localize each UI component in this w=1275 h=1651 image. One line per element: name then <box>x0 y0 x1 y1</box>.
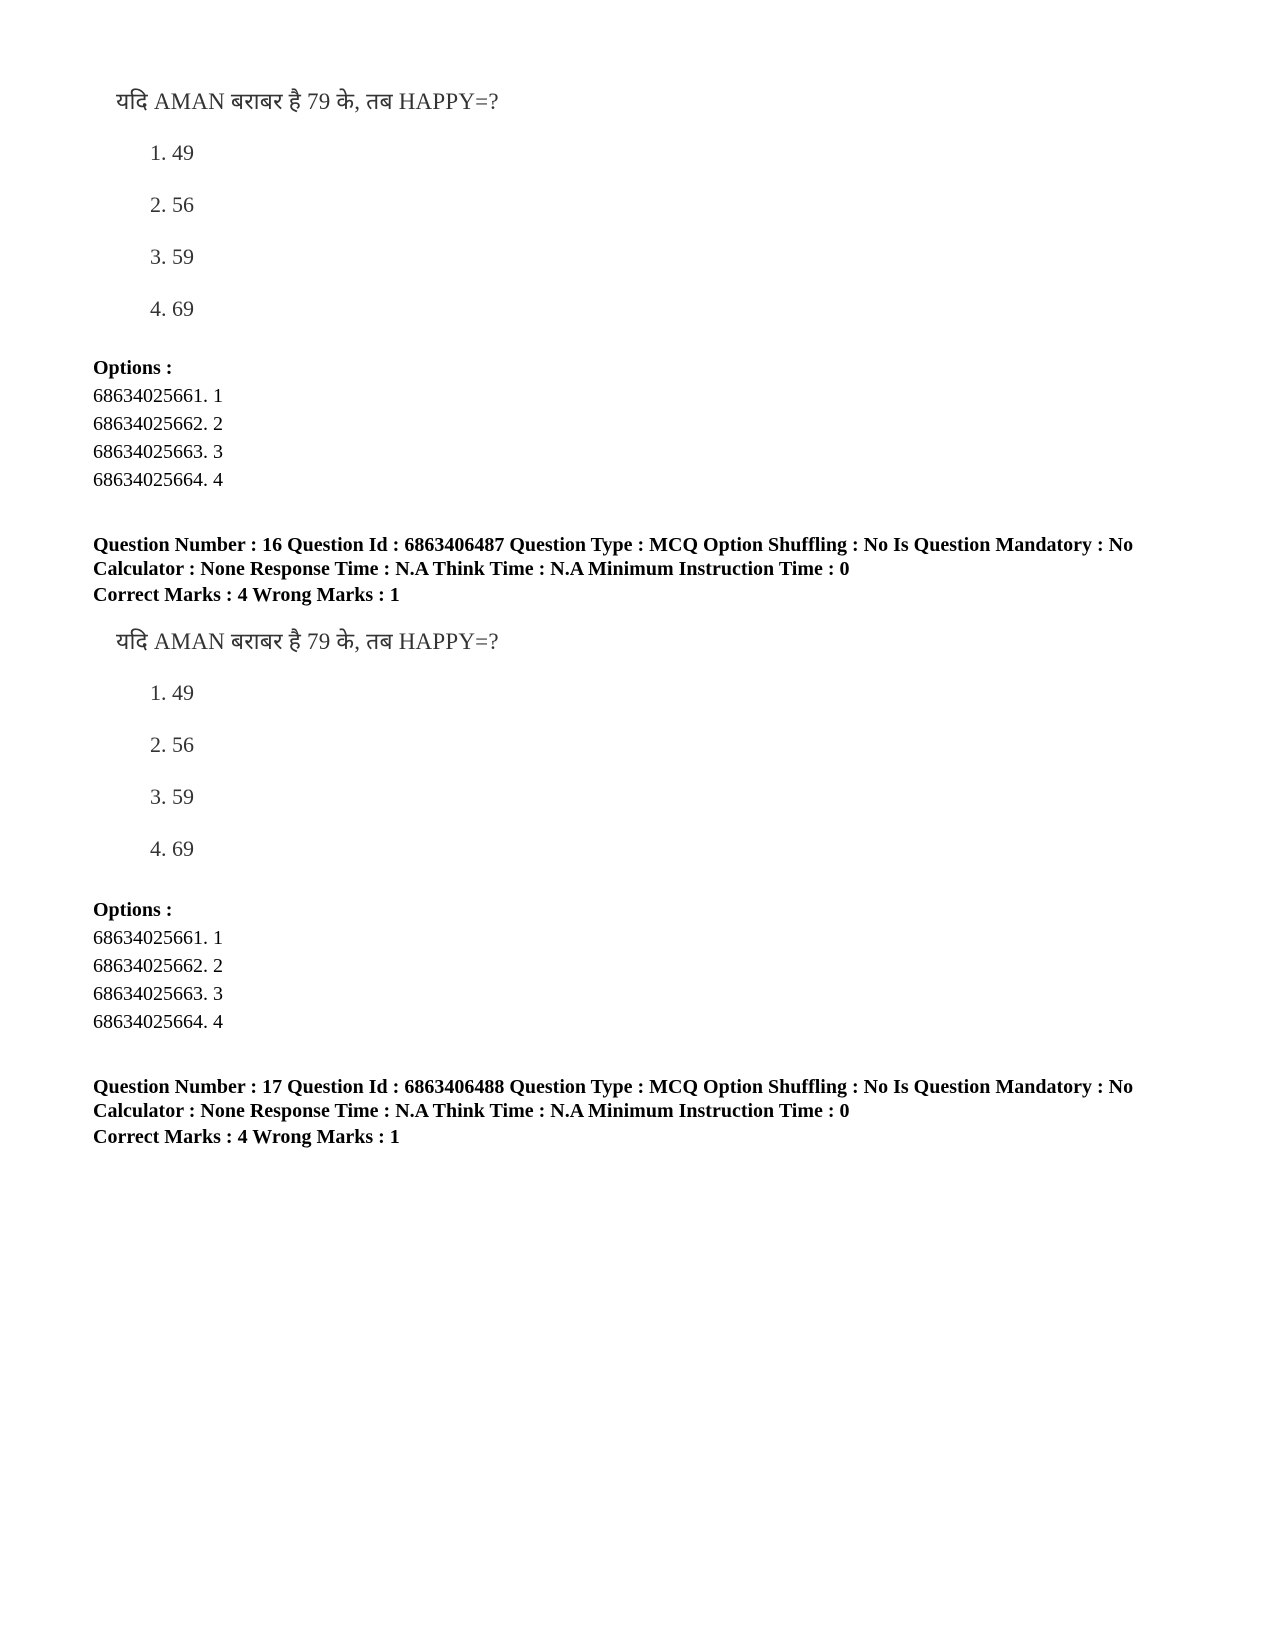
option-id-3: 68634025663. 3 <box>93 441 223 463</box>
question-image-1 <box>116 84 616 334</box>
choice-4: 4. 69 <box>150 836 194 861</box>
choice-1: 1. 49 <box>150 680 194 705</box>
choice-1: 1. 49 <box>150 140 194 165</box>
question-text: यदि AMAN बराबर है 79 के, तब HAPPY=? <box>116 629 499 654</box>
question-17-marks: Correct Marks : 4 Wrong Marks : 1 <box>93 1126 400 1148</box>
choice-3: 3. 59 <box>150 244 194 269</box>
option-id-2: 68634025662. 2 <box>93 413 223 435</box>
options-heading: Options : <box>93 357 173 379</box>
question-16-meta: Question Number : 16 Question Id : 6863406487 Question Type : MCQ Option Shuffling : No Is Question Mandatory : No Calculator : None Response Time : N.A Think Time : N.A Minimum Instruction Time : 0 <box>93 534 1134 580</box>
question-text: यदि AMAN बराबर है 79 के, तब HAPPY=? <box>116 89 499 114</box>
option-id-3: 68634025663. 3 <box>93 983 223 1005</box>
question-16-marks: Correct Marks : 4 Wrong Marks : 1 <box>93 584 400 606</box>
choice-2: 2. 56 <box>150 192 194 217</box>
question-17-meta: Question Number : 17 Question Id : 6863406488 Question Type : MCQ Option Shuffling : No Is Question Mandatory : No Calculator : None Response Time : N.A Think Time : N.A Minimum Instruction Time : 0 <box>93 1076 1134 1122</box>
choice-2: 2. 56 <box>150 732 194 757</box>
choice-4: 4. 69 <box>150 296 194 321</box>
choice-3: 3. 59 <box>150 784 194 809</box>
options-heading: Options : <box>93 899 173 921</box>
option-id-4: 68634025664. 4 <box>93 469 223 491</box>
option-id-2: 68634025662. 2 <box>93 955 223 977</box>
option-id-4: 68634025664. 4 <box>93 1011 223 1033</box>
option-id-1: 68634025661. 1 <box>93 385 223 407</box>
question-image-2 <box>116 624 616 874</box>
option-id-1: 68634025661. 1 <box>93 927 223 949</box>
